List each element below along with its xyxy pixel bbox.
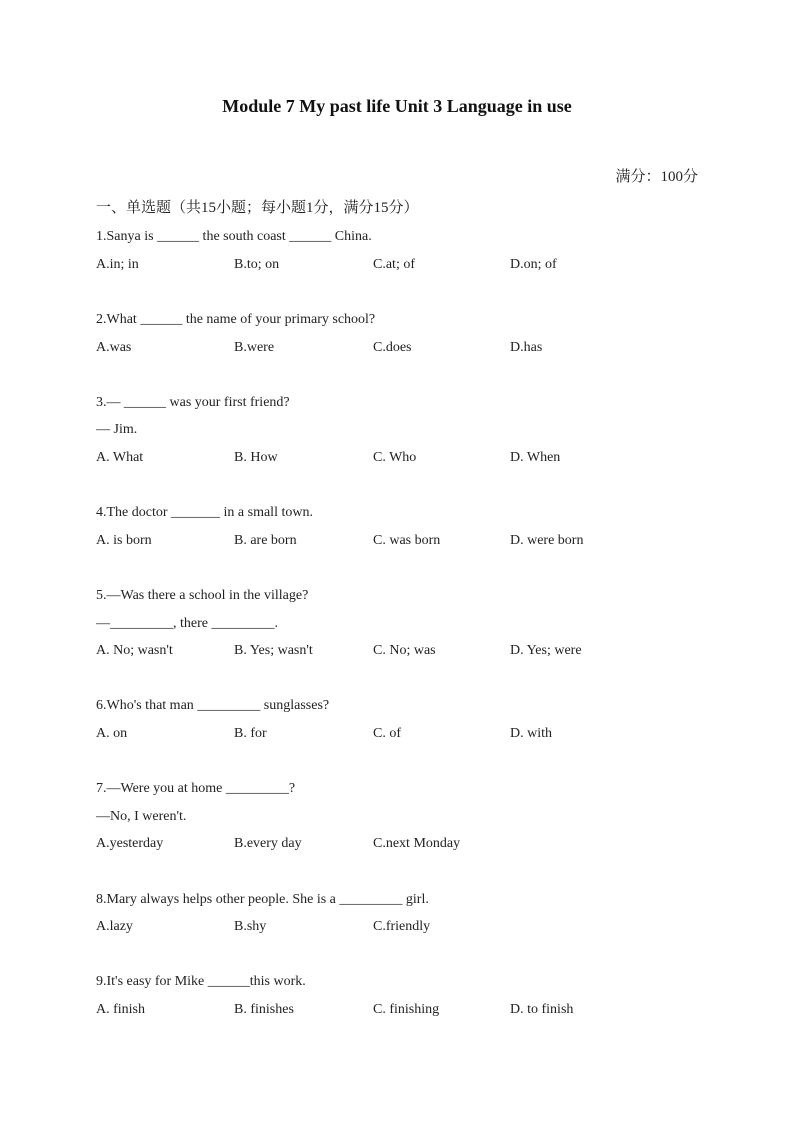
option-b: B. finishes [234, 1002, 294, 1017]
option-d: D.on; of [510, 257, 557, 272]
option-a: A. No; wasn't [96, 643, 173, 658]
option-b: B. are born [234, 533, 297, 548]
page-title: Module 7 My past life Unit 3 Language in use [222, 96, 572, 116]
question-8-stem: 8.Mary always helps other people. She is a _________ girl. [96, 892, 429, 907]
question-1-options [96, 257, 716, 277]
option-a: A. finish [96, 1002, 145, 1017]
question-7-stem: 7.—Were you at home _________? [96, 781, 296, 796]
option-c: C.does [373, 340, 412, 355]
question-1-stem: 1.Sanya is ______ the south coast ______ China. [96, 229, 372, 244]
option-b: B.shy [234, 919, 267, 934]
question-7-options [96, 836, 716, 856]
option-b: B. Yes; wasn't [234, 643, 313, 658]
option-a: A. What [96, 450, 144, 465]
question-9-options [96, 1002, 716, 1022]
question-6-options [96, 726, 716, 746]
option-d: D. Yes; were [510, 643, 582, 658]
question-6-stem: 6.Who's that man _________ sunglasses? [96, 698, 330, 713]
question-7-reply: —No, I weren't. [96, 809, 187, 824]
option-c: C. Who [373, 450, 417, 465]
option-c: C.friendly [373, 919, 431, 934]
option-a: A.yesterday [96, 836, 164, 851]
question-8-options [96, 919, 716, 939]
question-3-reply: — Jim. [96, 422, 138, 437]
option-b: B.were [234, 340, 275, 355]
option-c: C. was born [373, 533, 441, 548]
option-c: C. of [373, 726, 401, 741]
question-4-stem: 4.The doctor _______ in a small town. [96, 505, 313, 520]
option-b: B.every day [234, 836, 302, 851]
option-d: D. to finish [510, 1002, 574, 1017]
option-c: C.next Monday [373, 836, 461, 851]
option-d: D.has [510, 340, 543, 355]
question-5-reply: —_________, there _________. [96, 616, 278, 631]
option-a: A.lazy [96, 919, 133, 934]
option-a: A. is born [96, 533, 152, 548]
total-score: 满分：100分 [615, 169, 698, 185]
option-b: B. for [234, 726, 267, 741]
option-a: A. on [96, 726, 128, 741]
option-b: B.to; on [234, 257, 280, 272]
question-3-stem: 3.— ______ was your first friend? [96, 395, 290, 410]
option-a: A.in; in [96, 257, 139, 272]
question-5-stem: 5.—Was there a school in the village? [96, 588, 309, 603]
option-d: D. When [510, 450, 561, 465]
question-3-options [96, 450, 716, 470]
question-2-options [96, 340, 716, 360]
option-a: A.was [96, 340, 132, 355]
option-d: D. were born [510, 533, 584, 548]
question-9-stem: 9.It's easy for Mike ______this work. [96, 974, 306, 989]
option-b: B. How [234, 450, 278, 465]
option-c: C. finishing [373, 1002, 440, 1017]
option-d: D. with [510, 726, 552, 741]
question-4-options [96, 533, 716, 553]
section-heading: 一、单选题（共15小题；每小题1分，满分15分） [96, 200, 419, 216]
option-c: C.at; of [373, 257, 415, 272]
question-2-stem: 2.What ______ the name of your primary school? [96, 312, 376, 327]
question-5-options [96, 643, 716, 663]
option-c: C. No; was [373, 643, 436, 658]
